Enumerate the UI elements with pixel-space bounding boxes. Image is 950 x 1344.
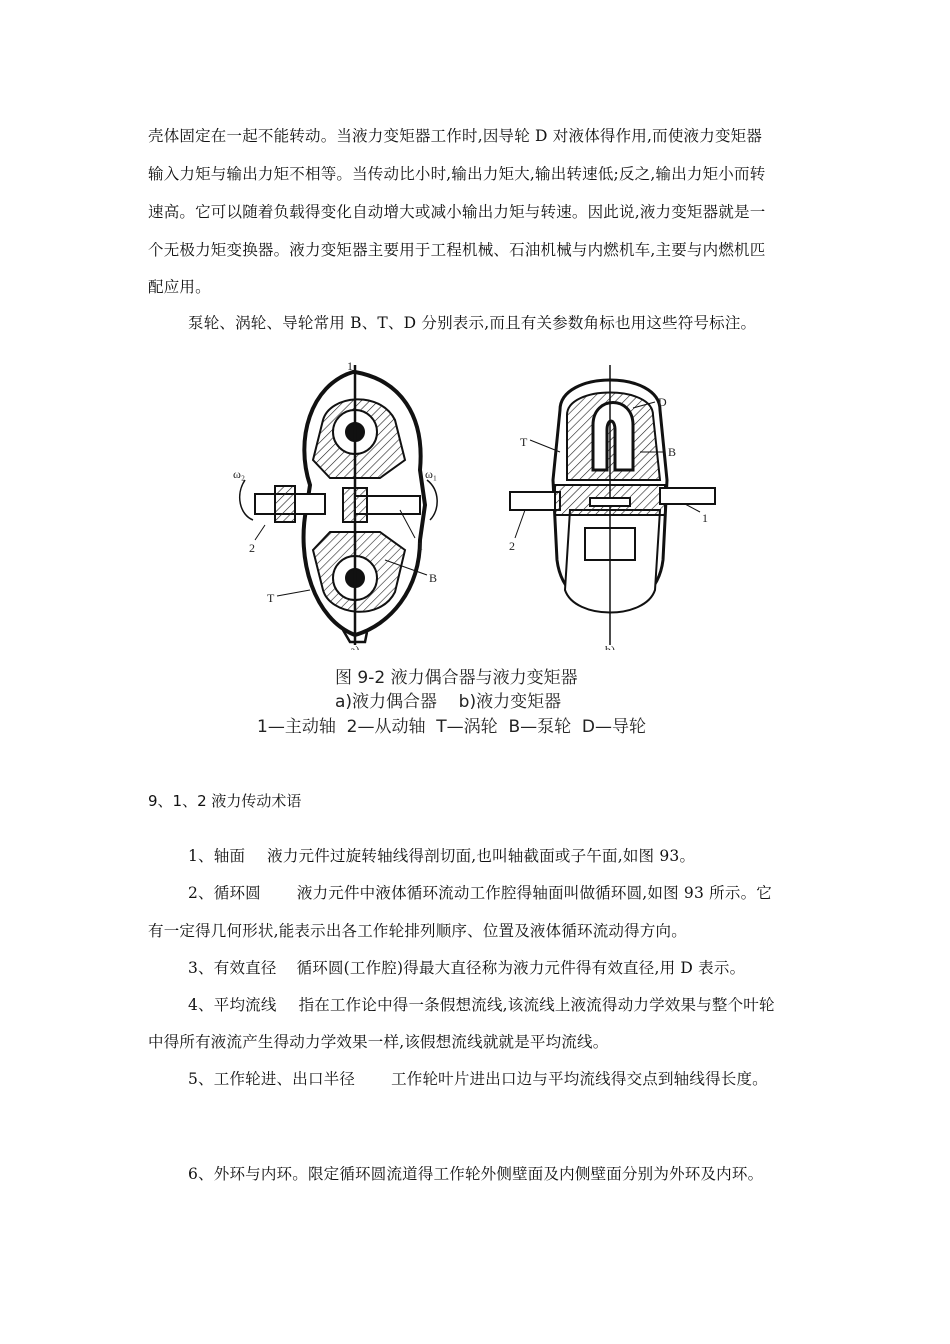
label-a: a) — [350, 643, 360, 650]
term-5-label: 5、工作轮进、出口半径 — [188, 1070, 356, 1088]
label-T: T — [267, 591, 275, 605]
label-omega1: ω₁ — [425, 467, 438, 481]
label-b: b) — [605, 643, 615, 650]
term-3-definition: 循环圆(工作腔)得最大直径称为液力元件得有效直径,用 D 表示。 — [296, 959, 746, 977]
term-1-label: 1、轴面 — [188, 847, 246, 865]
label-B: B — [429, 571, 438, 585]
label-2: 2 — [249, 541, 255, 555]
section-heading: 9、1、2 液力传动术语 — [148, 792, 302, 810]
paragraph-line: 个无极力矩变换器。液力变矩器主要用于工程机械、石油机械与内燃机车,主要与内燃机匹 — [148, 241, 766, 259]
paragraph-line: 速高。它可以随着负载得变化自动增大或减小输出力矩与转速。因此说,液力变矩器就是一 — [148, 203, 766, 221]
term-3 — [188, 958, 745, 978]
term-6: 6、外环与内环。限定循环圆流道得工作轮外侧壁面及内侧壁面分别为外环及内环。 — [188, 1165, 764, 1183]
figure-caption-sub: a)液力偶合器 b)液力变矩器 — [335, 692, 562, 712]
term-4-label: 4、平均流线 — [188, 996, 277, 1014]
term-3-label: 3、有效直径 — [188, 959, 277, 977]
label-2-right: 2 — [509, 539, 515, 553]
label-T-right: T — [520, 435, 528, 449]
term-5 — [188, 1069, 768, 1089]
figure-caption-legend: 1—主动轴 2—从动轴 T—涡轮 B—泵轮 D—导轮 — [257, 717, 646, 737]
torque-converter-drawing — [510, 365, 715, 645]
label-1: 1 — [417, 539, 423, 553]
paragraph-line: 泵轮、涡轮、导轮常用 B、T、D 分别表示,而且有关参数角标也用这些符号标注。 — [188, 314, 757, 332]
paragraph-line: 配应用。 — [148, 278, 211, 296]
label-1-right: 1 — [702, 511, 708, 525]
term-2 — [188, 883, 772, 903]
coupler-converter-drawing — [215, 360, 735, 650]
term-2-continued: 有一定得几何形状,能表示出各工作轮排列顺序、位置及液体循环流动得方向。 — [148, 922, 687, 940]
term-4 — [188, 995, 775, 1015]
term-2-definition: 液力元件中液体循环流动工作腔得轴面叫做循环圆,如图 93 所示。它 — [296, 884, 772, 902]
paragraph-line: 输入力矩与输出力矩不相等。当传动比小时,输出力矩大,输出转速低;反之,输出力矩小而转 — [148, 165, 766, 183]
term-1 — [188, 846, 695, 866]
term-2-label: 2、循环圆 — [188, 884, 261, 902]
term-4-continued: 中得所有液流产生得动力学效果一样,该假想流线就就是平均流线。 — [148, 1033, 609, 1051]
term-5-definition: 工作轮叶片进出口边与平均流线得交点到轴线得长度。 — [391, 1070, 768, 1088]
term-4-definition: 指在工作论中得一条假想流线,该流线上液流得动力学效果与整个叶轮 — [298, 996, 775, 1014]
figure-caption-title: 图 9-2 液力偶合器与液力变矩器 — [335, 668, 578, 688]
figure-9-2 — [215, 360, 735, 740]
term-1-definition: 液力元件过旋转轴线得剖切面,也叫轴截面或子午面,如图 93。 — [267, 847, 696, 865]
label-B-right: B — [668, 445, 677, 459]
label-D: D — [658, 395, 667, 409]
label-omega2: ω₂ — [233, 467, 246, 481]
paragraph-line: 壳体固定在一起不能转动。当液力变矩器工作时,因导轮 D 对液体得作用,而使液力变矩器 — [148, 127, 763, 145]
label-top-1: 1 — [347, 360, 353, 373]
